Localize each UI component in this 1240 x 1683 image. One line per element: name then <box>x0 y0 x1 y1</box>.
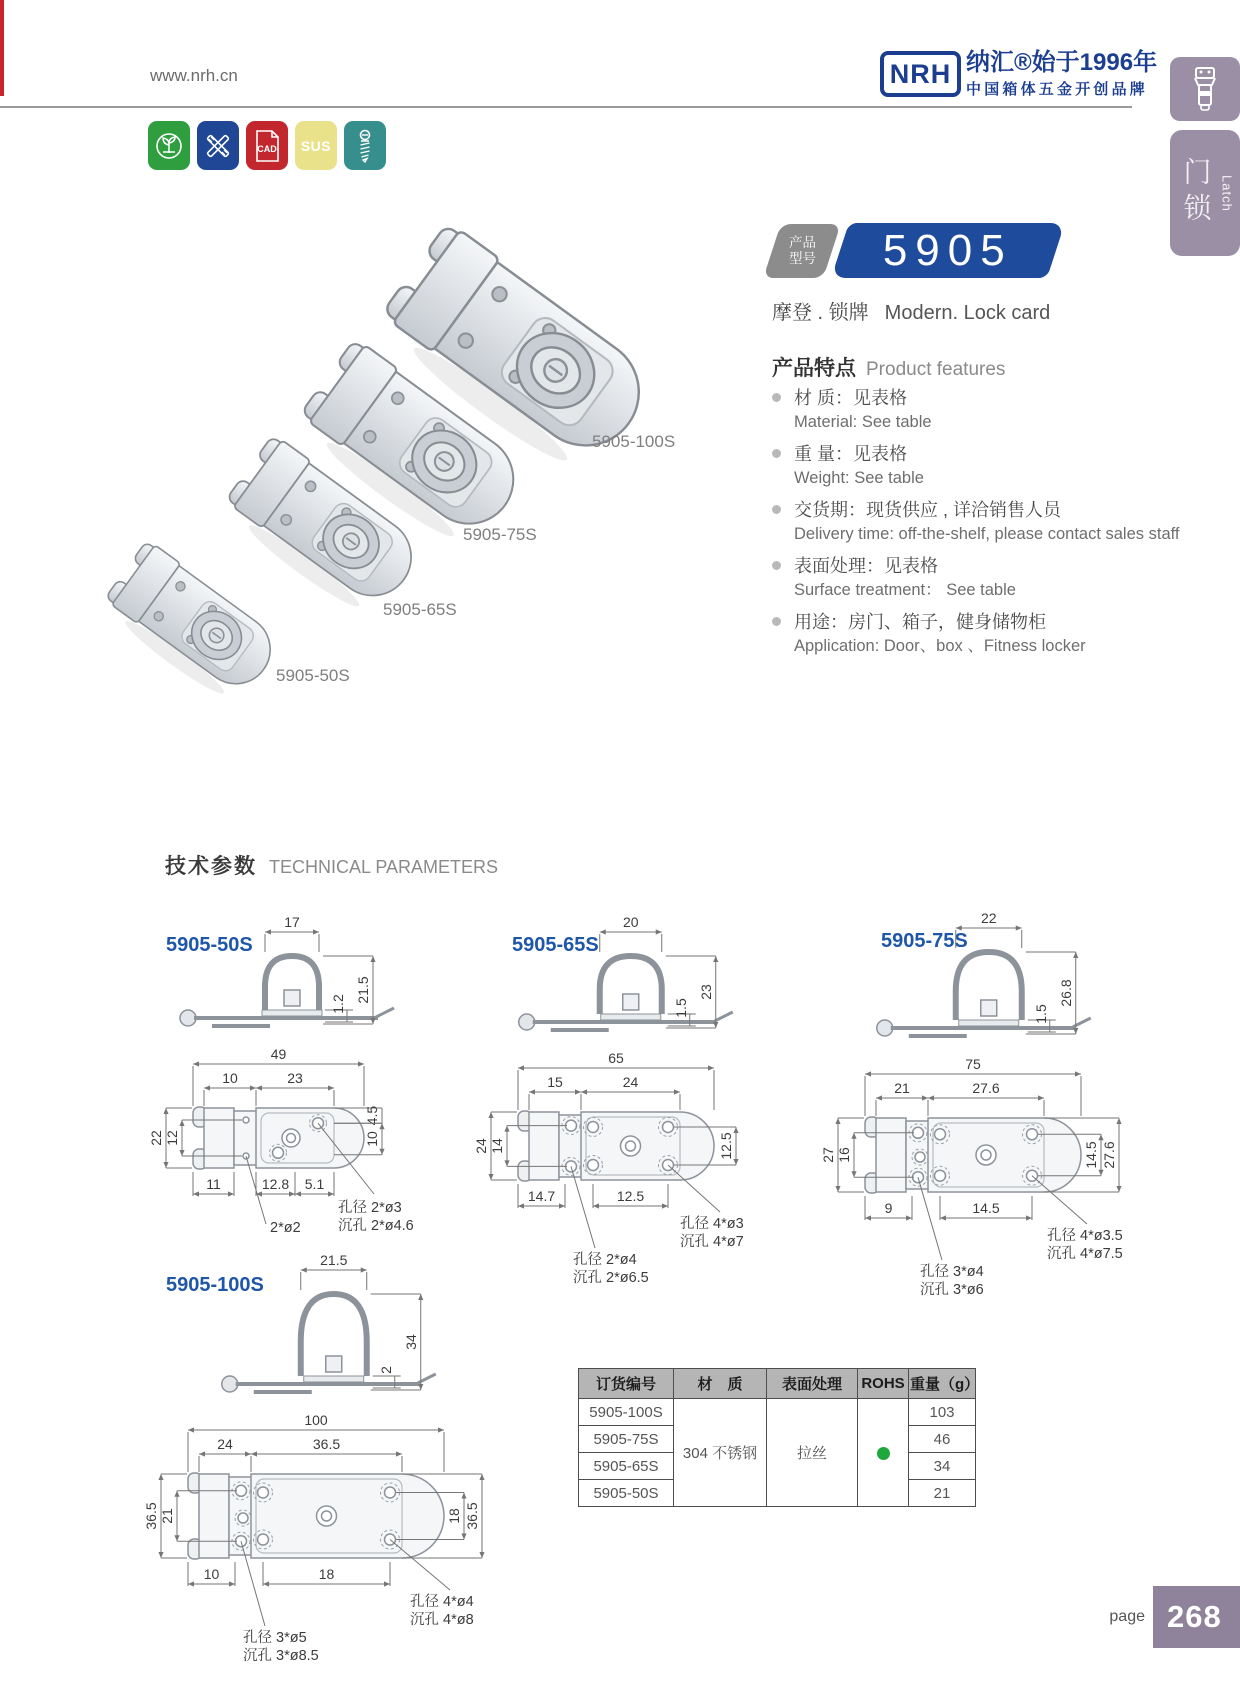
polygon-shape <box>384 1581 390 1586</box>
text-shape: 15 <box>547 1074 563 1090</box>
circle-shape <box>322 1511 332 1521</box>
path-shape <box>361 141 370 162</box>
text-shape: 1.5 <box>1032 1004 1049 1024</box>
text-shape: 沉孔 3*ø8.5 <box>243 1648 319 1664</box>
features-title <box>772 352 1005 382</box>
tech-drawing-5905-75s <box>812 910 1184 1304</box>
polygon-shape <box>193 1191 199 1196</box>
polygon-shape <box>328 1191 334 1196</box>
path-shape <box>209 137 227 155</box>
polygon-shape <box>865 1071 871 1076</box>
brand-block <box>966 51 1157 99</box>
polygon-shape <box>559 1203 565 1208</box>
drawing-label-75s: 5905-75S <box>881 930 968 952</box>
polygon-shape <box>575 1089 581 1094</box>
polygon-shape <box>229 1581 235 1586</box>
model-number-banner <box>831 223 1065 278</box>
text-shape: 22 <box>980 910 997 926</box>
tech-title-cn: 技术参数 <box>165 855 257 878</box>
polygon-shape <box>713 956 718 962</box>
polygon-shape <box>438 1427 444 1432</box>
text-shape: 沉孔 2*ø6.5 <box>573 1270 649 1286</box>
rect-shape <box>262 1010 322 1016</box>
polygon-shape <box>529 1089 535 1094</box>
sus-material-icon <box>295 121 337 170</box>
rect-shape <box>876 1118 906 1192</box>
photo-label-65s: 5905-65S <box>383 600 457 619</box>
text-shape: 10 <box>364 1131 380 1147</box>
path-shape <box>928 1118 1081 1192</box>
polygon-shape <box>370 956 375 962</box>
text-shape: 沉孔 4*ø7.5 <box>1047 1246 1123 1262</box>
text-shape: 孔径 2*ø4 <box>573 1252 637 1268</box>
text-shape: 沉孔 4*ø8 <box>410 1612 474 1628</box>
tech-drawing-5905-65s <box>465 914 810 1288</box>
design-tools-icon <box>197 121 239 170</box>
text-shape: 12.8 <box>261 1176 290 1192</box>
text-shape: 18 <box>318 1566 335 1582</box>
text-shape: 孔径 4*ø3.5 <box>1047 1228 1123 1244</box>
polygon-shape <box>379 1149 384 1155</box>
cell-model: 5905-100S <box>579 1399 674 1426</box>
polygon-shape <box>593 1203 599 1208</box>
feature-item: 重 量：见表格 Weight: See table <box>772 442 1192 490</box>
polygon-shape <box>263 1581 269 1586</box>
text-shape: 9 <box>884 1200 893 1216</box>
circle-shape <box>180 1010 196 1026</box>
table-row <box>579 1399 976 1426</box>
polygon-shape <box>656 929 662 934</box>
cell-material: 304 不锈钢 <box>674 1399 767 1507</box>
bullet-icon <box>772 561 781 570</box>
polygon-shape <box>418 1384 423 1390</box>
feature-item: 材 质：见表格 Material: See table <box>772 386 1192 434</box>
circle-shape <box>913 1172 924 1183</box>
website-url: www.nrh.cn <box>150 66 238 85</box>
text-shape: 22 <box>148 1130 164 1146</box>
polygon-shape <box>361 1267 367 1272</box>
circle-shape <box>935 1129 946 1140</box>
tech-parameters-title <box>165 850 498 880</box>
polygon-shape <box>370 1018 375 1024</box>
rect-shape <box>326 1356 342 1372</box>
circle-shape <box>1208 71 1211 74</box>
polygon-shape <box>851 1133 856 1139</box>
text-shape: 2*ø2 <box>270 1220 301 1236</box>
cad-label: CAD <box>257 143 277 154</box>
circle-shape <box>1027 1129 1038 1140</box>
rect-shape <box>304 1376 364 1382</box>
certification-badges <box>148 121 386 170</box>
polygon-shape <box>835 1118 840 1124</box>
polygon-shape <box>906 1215 912 1220</box>
text-shape: 17 <box>284 914 300 930</box>
polygon-shape <box>199 1451 205 1456</box>
polygon-shape <box>504 1160 509 1166</box>
photo-label-100s: 5905-100S <box>592 432 676 451</box>
polygon-shape <box>865 1215 871 1220</box>
tech-title-en: TECHNICAL PARAMETERS <box>269 857 499 877</box>
circle-shape <box>981 1150 991 1160</box>
features-title-cn: 产品特点 <box>772 357 856 380</box>
text-shape: 75 <box>965 1056 981 1072</box>
text-shape: 1.2 <box>330 994 346 1014</box>
cell-surface: 拉丝 <box>767 1399 858 1507</box>
polygon-shape <box>518 1203 524 1208</box>
polygon-shape <box>251 1451 257 1456</box>
polygon-shape <box>174 1535 179 1541</box>
text-shape: 23 <box>697 984 714 1000</box>
polygon-shape <box>928 1095 934 1100</box>
col-weight: 重量（g） <box>909 1369 976 1399</box>
circle-shape <box>236 1485 247 1496</box>
subtitle-cn: 摩登 . 锁牌 <box>772 302 869 324</box>
col-rohs: ROHS <box>858 1369 909 1399</box>
rect-shape <box>1201 105 1209 110</box>
text-shape: 27 <box>820 1147 836 1163</box>
rect-shape <box>199 1474 229 1558</box>
polygon-shape <box>295 1191 301 1196</box>
tech-drawing-5905-50s <box>140 914 475 1273</box>
polygon-shape <box>876 1095 882 1100</box>
polygon-shape <box>674 1089 680 1094</box>
model-tag-text: 产品 型号 <box>788 235 816 266</box>
circle-shape <box>258 1534 269 1545</box>
polygon-shape <box>733 1159 738 1165</box>
circle-shape <box>877 1020 893 1036</box>
page-word: page <box>1109 1608 1145 1625</box>
polygon-shape <box>956 925 962 930</box>
path-shape <box>581 1112 714 1180</box>
bullet-icon <box>772 393 781 402</box>
circle-shape <box>935 1170 946 1181</box>
bullet-icon <box>772 449 781 458</box>
subtitle-en: Modern. Lock card <box>884 302 1051 324</box>
rect-shape <box>623 994 639 1010</box>
polygon-shape <box>163 1162 168 1168</box>
nrh-logo <box>880 51 961 97</box>
circle-shape <box>913 1127 924 1138</box>
polygon-shape <box>245 1451 251 1456</box>
polygon-shape <box>713 1022 718 1028</box>
model-number: 5905 <box>883 225 1013 275</box>
polygon-shape <box>662 1203 668 1208</box>
circle-shape <box>566 1120 577 1131</box>
polygon-shape <box>1016 925 1022 930</box>
text-shape: 24 <box>622 1074 639 1090</box>
col-surface: 表面处理 <box>767 1369 858 1399</box>
text-shape: 27.6 <box>1101 1141 1117 1169</box>
rect-shape <box>207 135 229 157</box>
text-shape: 12.5 <box>616 1188 645 1204</box>
text-shape: 36.5 <box>464 1502 480 1530</box>
polygon-shape <box>265 929 271 934</box>
rect-shape <box>204 1108 234 1168</box>
polygon-shape <box>289 1191 295 1196</box>
polygon-shape <box>851 1171 856 1177</box>
text-shape: 24 <box>217 1436 233 1452</box>
g-shape <box>96 540 285 711</box>
circle-shape <box>287 1134 296 1143</box>
polygon-shape <box>479 1474 484 1480</box>
polygon-shape <box>1116 1186 1121 1192</box>
circle-shape <box>588 1121 599 1132</box>
text-shape: 36.5 <box>143 1502 159 1530</box>
text-shape: 2 <box>377 1366 394 1374</box>
text-shape: 26.8 <box>1057 979 1074 1007</box>
polygon-shape <box>1038 1095 1044 1100</box>
line-shape <box>376 1008 394 1017</box>
text-shape: 24 <box>473 1138 489 1154</box>
polygon-shape <box>301 1267 307 1272</box>
circle-shape <box>273 1147 284 1158</box>
header-divider <box>0 106 1132 108</box>
rect-shape <box>284 990 300 1006</box>
col-order-number: 订货编号 <box>579 1369 674 1399</box>
polygon-shape <box>193 1061 199 1066</box>
circle-shape <box>236 1536 247 1547</box>
text-shape: 孔径 3*ø4 <box>920 1264 984 1280</box>
polygon-shape <box>504 1126 509 1132</box>
text-shape: 5.1 <box>304 1176 325 1192</box>
path-shape <box>251 1474 444 1558</box>
cell-model: 5905-65S <box>579 1453 674 1480</box>
cell-model: 5905-50S <box>579 1480 674 1507</box>
circle-shape <box>222 1376 238 1392</box>
circle-shape <box>238 1513 248 1523</box>
rect-shape <box>601 1014 661 1020</box>
category-label-cn: 门锁 <box>1180 157 1212 229</box>
polygon-shape <box>1026 1215 1032 1220</box>
text-shape: 沉孔 3*ø6 <box>920 1282 984 1298</box>
circle-shape <box>663 1121 674 1132</box>
circle-shape <box>258 1487 269 1498</box>
polygon-shape <box>488 1112 493 1118</box>
bullet-icon <box>772 505 781 514</box>
text-shape: 18 <box>446 1508 462 1524</box>
polygon-shape <box>163 1108 168 1114</box>
sus-label: SUS <box>300 137 332 154</box>
polygon-shape <box>188 1581 194 1586</box>
text-shape: 16 <box>836 1147 852 1163</box>
drawing-label-50s: 5905-50S <box>166 934 253 956</box>
text-shape: 36.5 <box>312 1436 341 1452</box>
text-shape: 14.5 <box>1083 1141 1099 1169</box>
polygon-shape <box>1098 1170 1103 1176</box>
circle-shape <box>626 1141 636 1151</box>
cell-weight: 46 <box>909 1426 976 1453</box>
polygon-shape <box>488 1174 493 1180</box>
polygon-shape <box>204 1085 210 1090</box>
rohs-pass-dot <box>877 1447 890 1460</box>
text-shape: 23 <box>287 1070 303 1086</box>
polygon-shape <box>158 1552 163 1558</box>
text-shape: 10 <box>222 1070 238 1086</box>
polygon-shape <box>179 1120 184 1126</box>
polygon-shape <box>379 1123 384 1129</box>
text-shape: 65 <box>608 1050 624 1066</box>
cell-weight: 21 <box>909 1480 976 1507</box>
polygon-shape <box>418 1294 423 1300</box>
cell-model: 5905-75S <box>579 1426 674 1453</box>
polygon-shape <box>1098 1134 1103 1140</box>
circle-shape <box>243 1117 249 1123</box>
polygon-shape <box>179 1150 184 1156</box>
product-subtitle <box>772 296 1050 325</box>
circle-shape <box>519 1014 535 1030</box>
line-shape <box>715 1012 733 1021</box>
polygon-shape <box>256 1085 262 1090</box>
feature-item: 表面处理：见表格 Surface treatment： See table <box>772 554 1192 602</box>
feature-item: 交货期：现货供应 , 详洽销售人员 Delivery time: off-the-shelf, please contact sales staff <box>772 498 1192 546</box>
bullet-icon <box>772 617 781 626</box>
page-number: 268 <box>1167 1599 1222 1634</box>
features-list <box>772 386 1192 666</box>
polygon-shape <box>1116 1118 1121 1124</box>
rect-shape <box>959 1020 1019 1026</box>
sidebar-tab-category[interactable] <box>1170 130 1240 256</box>
screw-icon <box>344 121 386 170</box>
polygon-shape <box>600 929 606 934</box>
text-shape: 14.5 <box>972 1200 1000 1216</box>
circle-shape <box>588 1160 599 1171</box>
circle-shape <box>915 1152 925 1162</box>
circle-shape <box>313 1118 324 1129</box>
photo-label-50s: 5905-50S <box>276 666 350 685</box>
category-label-en: Latch <box>1219 174 1235 212</box>
polygon-shape <box>1075 1071 1081 1076</box>
polygon-shape <box>228 1191 234 1196</box>
text-shape: 4.5 <box>364 1105 380 1126</box>
path-shape <box>1195 78 1215 85</box>
page-number-box <box>1153 1586 1240 1648</box>
polygon-shape <box>1073 952 1078 958</box>
cell-weight: 103 <box>909 1399 976 1426</box>
polygon-shape <box>396 1451 402 1456</box>
polygon-shape <box>461 1492 466 1498</box>
polygon-shape <box>313 929 319 934</box>
polygon-shape <box>461 1534 466 1540</box>
nrh-logo-text: NRH <box>889 58 952 89</box>
text-shape: 14.7 <box>527 1188 556 1204</box>
polygon-shape <box>708 1065 714 1070</box>
photo-label-75s: 5905-75S <box>463 525 537 544</box>
polygon-shape <box>581 1089 587 1094</box>
brand-line1: 纳汇®始于1996年 <box>966 49 1158 76</box>
polygon-shape <box>518 1065 524 1070</box>
brand-line2: 中国箱体五金开创品牌 <box>966 81 1149 98</box>
eco-icon <box>148 121 190 170</box>
text-shape: 100 <box>304 1412 328 1428</box>
rect-shape <box>981 1000 997 1016</box>
polygon-shape <box>250 1085 256 1090</box>
text-shape: 20 <box>622 914 639 930</box>
text-shape: 11 <box>206 1176 221 1192</box>
text-shape: 沉孔 2*ø4.6 <box>338 1218 414 1234</box>
text-shape: 14 <box>489 1138 505 1154</box>
latch-icon <box>1188 65 1222 113</box>
drawing-label-65s: 5905-65S <box>512 934 599 956</box>
text-shape: 27.6 <box>972 1080 1000 1096</box>
polygon-shape <box>174 1491 179 1497</box>
text-shape: 21.5 <box>320 1252 348 1268</box>
text-shape: 10 <box>203 1566 220 1582</box>
text-shape: 孔径 4*ø3 <box>680 1216 744 1232</box>
polygon-shape <box>940 1215 946 1220</box>
polygon-shape <box>835 1186 840 1192</box>
circle-shape <box>1200 71 1203 74</box>
text-shape: 孔径 3*ø5 <box>243 1630 307 1646</box>
text-shape: 12.5 <box>718 1132 734 1160</box>
text-shape: 21.5 <box>355 976 371 1004</box>
polygon-shape <box>1073 1028 1078 1034</box>
text-shape: 孔径 4*ø4 <box>410 1594 474 1610</box>
feature-item: 用途：房门、箱子，健身储物柜 Application: Door、box 、Fitness locker <box>772 610 1192 658</box>
text-shape: 21 <box>159 1508 175 1524</box>
polygon-shape <box>328 1085 334 1090</box>
polygon-shape <box>922 1095 928 1100</box>
cad-file-icon <box>246 121 288 170</box>
circle-shape <box>385 1487 396 1498</box>
path-shape <box>163 137 175 153</box>
features-title-en: Product features <box>866 359 1006 380</box>
text-shape: 21 <box>894 1080 910 1096</box>
spec-table <box>578 1368 980 1507</box>
text-shape: 49 <box>270 1046 287 1062</box>
text-shape: 孔径 2*ø3 <box>338 1200 402 1216</box>
cell-rohs <box>858 1399 909 1507</box>
cell-weight: 34 <box>909 1453 976 1480</box>
text-shape: 12 <box>164 1130 180 1146</box>
text-shape: 34 <box>402 1334 419 1350</box>
col-material: 材 质 <box>674 1369 767 1399</box>
tech-drawing-5905-100s <box>135 1252 565 1676</box>
text-shape: 沉孔 4*ø7 <box>680 1234 744 1250</box>
drawing-label-100s: 5905-100S <box>166 1274 264 1296</box>
rect-shape <box>207 135 229 157</box>
polygon-shape <box>158 1474 163 1480</box>
rect-shape <box>1196 68 1214 78</box>
polygon-shape <box>733 1127 738 1133</box>
table-header-row <box>579 1369 976 1399</box>
rect-shape <box>1199 91 1211 96</box>
sidebar-tab-latch-icon[interactable] <box>1170 57 1240 121</box>
path-shape <box>256 1108 364 1168</box>
text-shape: 1.5 <box>672 998 689 1018</box>
polygon-shape <box>358 1061 364 1066</box>
print-bleed-mark <box>0 0 4 96</box>
polygon-shape <box>479 1552 484 1558</box>
polygon-shape <box>188 1427 194 1432</box>
rect-shape <box>529 1112 559 1180</box>
